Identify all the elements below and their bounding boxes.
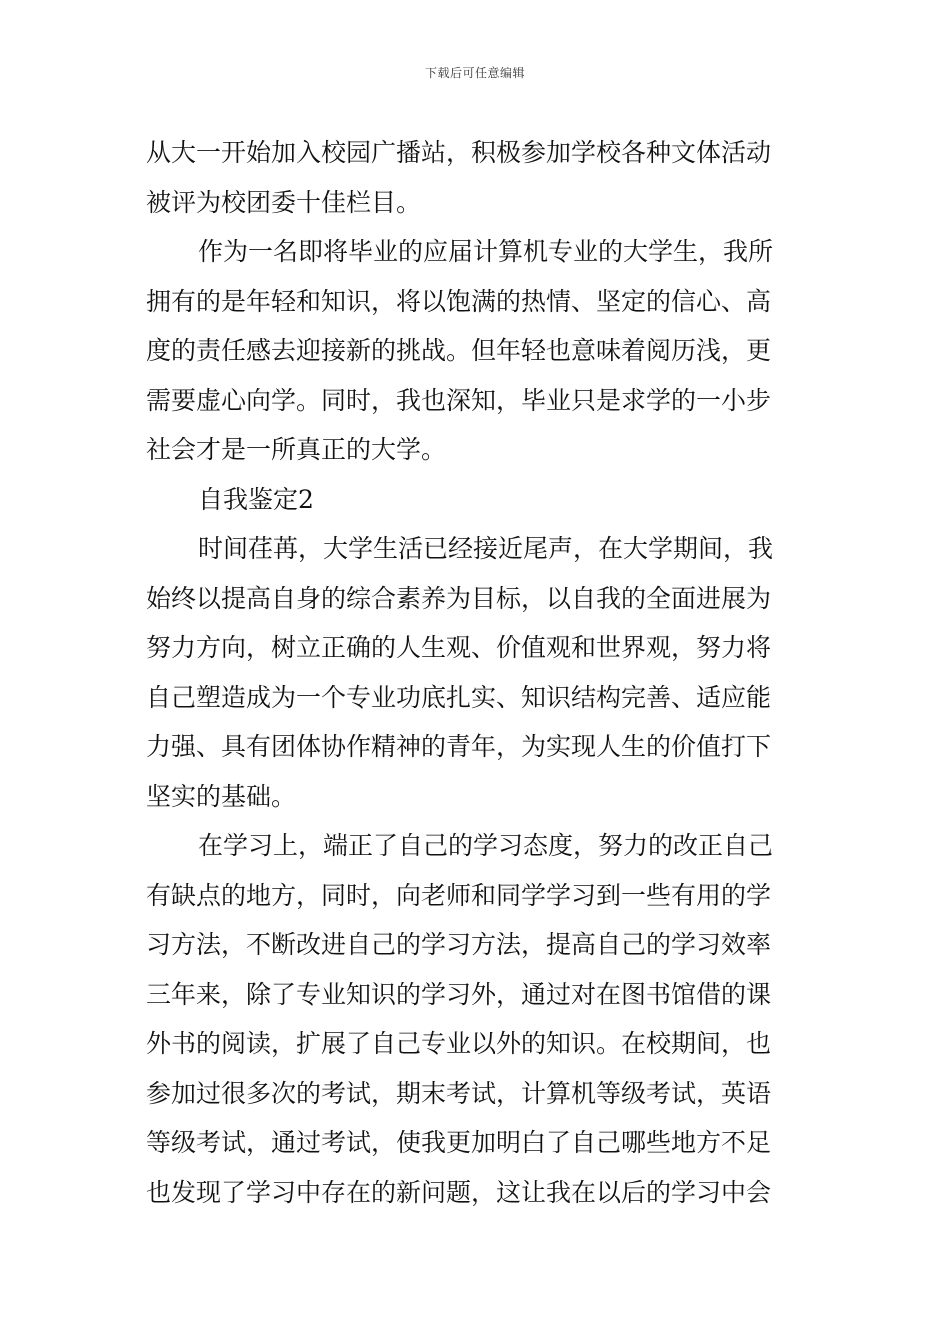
text-line: 坚实的基础。 [146,781,297,811]
text-line: 时间荏苒，大学生活已经接近尾声，在大学期间，我 [198,534,774,563]
page-header: 下载后可任意编辑 [424,66,525,80]
text-line: 需要虚心向学。同时，我也深知，毕业只是求学的一小步 [146,385,772,415]
text-line: 度的责任感去迎接新的挑战。但年轻也意味着阅历浅，更 [146,336,772,365]
text-line: 作为一名即将毕业的应届计算机专业的大学生，我所 [198,237,774,266]
document-body [146,128,806,1217]
text-line: 从大一开始加入校园广播站，积极参加学校各种文体活动 [146,138,772,167]
text-line: 社会才是一所真正的大学。 [146,435,447,464]
text-line: 拥有的是年轻和知识，将以饱满的热情、坚定的信心、高 [146,286,772,316]
text-line: 在学习上，端正了自己的学习态度，努力的改正自己 [198,831,774,860]
text-line: 外书的阅读，扩展了自己专业以外的知识。在校期间，也 [146,1029,772,1058]
text-line: 自己塑造成为一个专业功底扎实、知识结构完善、适应能 [146,682,772,712]
text-line: 始终以提高自身的综合素养为目标，以自我的全面进展为 [146,583,772,613]
text-line: 三年来，除了专业知识的学习外，通过对在图书馆借的课 [146,979,772,1009]
text-line: 也发现了学习中存在的新问题，这让我在以后的学习中会 [146,1177,772,1207]
text-line: 力强、具有团体协作精神的青年，为实现人生的价值打下 [146,732,772,761]
text-line: 习方法，不断改进自己的学习方法，提高自己的学习效率 [146,930,772,959]
text-line: 努力方向，树立正确的人生观、价值观和世界观，努力将 [146,633,772,662]
section-heading: 自我鉴定2 [198,484,314,514]
text-line: 参加过很多次的考试，期末考试，计算机等级考试，英语 [146,1078,772,1108]
text-line: 有缺点的地方，同时，向老师和同学学习到一些有用的学 [146,880,772,910]
text-line: 等级考试，通过考试，使我更加明白了自己哪些地方不足 [146,1128,772,1157]
text-line: 被评为校团委十佳栏目。 [146,187,422,217]
